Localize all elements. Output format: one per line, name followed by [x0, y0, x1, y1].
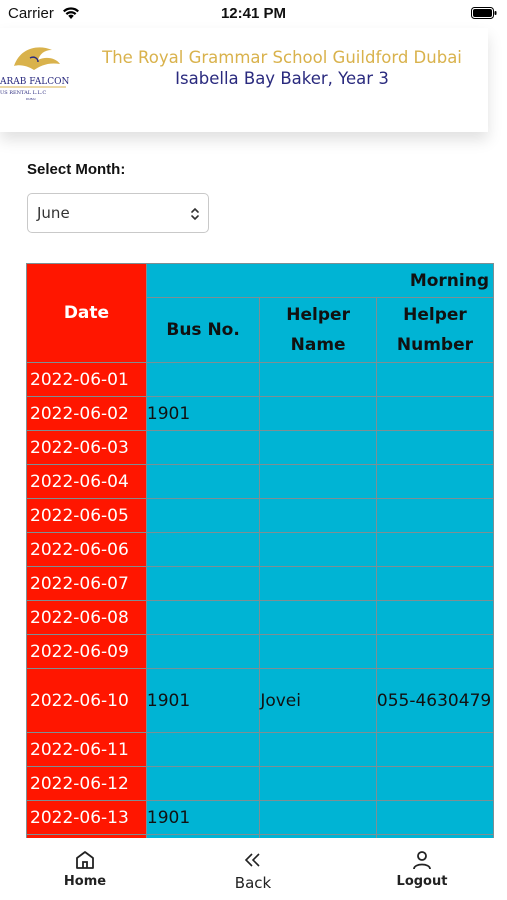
helper-number-column-header: Helper Number	[376, 298, 493, 363]
arab-falcon-logo	[0, 36, 70, 102]
attendance-table-scroll[interactable]	[26, 263, 494, 838]
helper-name-cell	[260, 363, 377, 397]
header-card	[0, 28, 488, 132]
date-column-header: Date	[27, 264, 147, 363]
bus-no-column-header: Bus No.	[146, 298, 259, 363]
table-row	[27, 397, 494, 431]
date-cell: 2022-06-13	[27, 801, 147, 835]
helper-name-cell	[260, 733, 377, 767]
helper-name-cell	[260, 533, 377, 567]
date-cell: 2022-06-02	[27, 397, 147, 431]
helper-number-cell	[376, 601, 493, 635]
table-row	[27, 533, 494, 567]
table-row	[27, 499, 494, 533]
status-bar	[0, 0, 507, 28]
svg-text:ARAB FALCON: ARAB FALCON	[0, 77, 70, 87]
date-cell: 2022-06-06	[27, 533, 147, 567]
bus-cell	[146, 767, 259, 801]
helper-name-cell	[260, 801, 377, 835]
helper-name-cell: Jovei	[260, 669, 377, 733]
nav-back-button[interactable]	[193, 838, 313, 892]
date-cell: 2022-06-10	[27, 669, 147, 733]
helper-name-cell	[260, 767, 377, 801]
morning-group-header: Morning	[146, 264, 493, 298]
helper-number-cell: 055-4630479	[376, 669, 493, 733]
date-cell: 2022-06-12	[27, 767, 147, 801]
helper-name-cell	[260, 397, 377, 431]
bus-cell: 1901	[146, 801, 259, 835]
date-cell: 2022-06-01	[27, 363, 147, 397]
date-cell: 2022-06-07	[27, 567, 147, 601]
helper-number-cell	[376, 733, 493, 767]
bottom-nav	[0, 838, 507, 900]
nav-home-button[interactable]	[25, 838, 145, 889]
helper-number-cell	[376, 499, 493, 533]
chevron-updown-icon	[190, 206, 200, 222]
helper-name-cell	[260, 499, 377, 533]
helper-number-cell	[376, 397, 493, 431]
helper-name-column-header: Helper Name	[260, 298, 377, 363]
school-name: The Royal Grammar School Guildford Dubai	[102, 48, 462, 67]
bus-cell: 1901	[146, 397, 259, 431]
svg-text:DUBAI: DUBAI	[26, 97, 36, 101]
attendance-table	[26, 263, 494, 869]
table-row	[27, 601, 494, 635]
battery-icon	[471, 7, 497, 19]
student-name: Isabella Bay Baker, Year 3	[175, 69, 389, 88]
date-cell: 2022-06-11	[27, 733, 147, 767]
bus-cell	[146, 601, 259, 635]
helper-number-cell	[376, 767, 493, 801]
bus-cell	[146, 533, 259, 567]
table-row	[27, 801, 494, 835]
svg-text:US RENTAL L.L.C: US RENTAL L.L.C	[0, 90, 47, 96]
table-row	[27, 767, 494, 801]
table-row	[27, 465, 494, 499]
table-row	[27, 669, 494, 733]
bus-cell	[146, 363, 259, 397]
bus-cell	[146, 499, 259, 533]
helper-name-cell	[260, 465, 377, 499]
bus-cell	[146, 431, 259, 465]
date-cell: 2022-06-03	[27, 431, 147, 465]
helper-number-cell	[376, 533, 493, 567]
month-select[interactable]	[27, 193, 209, 233]
helper-name-cell	[260, 567, 377, 601]
date-cell: 2022-06-08	[27, 601, 147, 635]
bus-cell	[146, 733, 259, 767]
table-row	[27, 567, 494, 601]
month-selected-value: June	[37, 204, 70, 222]
select-month-label: Select Month:	[27, 161, 126, 178]
table-row	[27, 635, 494, 669]
helper-number-cell	[376, 567, 493, 601]
date-cell: 2022-06-09	[27, 635, 147, 669]
double-chevron-left-icon	[241, 848, 265, 872]
table-row	[27, 363, 494, 397]
user-icon	[410, 848, 434, 872]
date-cell: 2022-06-05	[27, 499, 147, 533]
helper-number-cell	[376, 635, 493, 669]
nav-back-label: Back	[234, 874, 272, 892]
helper-number-cell	[376, 431, 493, 465]
helper-name-cell	[260, 635, 377, 669]
table-row	[27, 431, 494, 465]
bus-cell	[146, 635, 259, 669]
helper-name-cell	[260, 601, 377, 635]
bus-cell: 1901	[146, 669, 259, 733]
home-icon	[73, 848, 97, 872]
clock: 12:41 PM	[220, 5, 287, 22]
helper-number-cell	[376, 801, 493, 835]
bus-cell	[146, 465, 259, 499]
helper-name-cell	[260, 431, 377, 465]
helper-number-cell	[376, 363, 493, 397]
helper-number-cell	[376, 465, 493, 499]
nav-home-label: Home	[63, 874, 107, 889]
nav-logout-button[interactable]	[362, 838, 482, 889]
table-row	[27, 733, 494, 767]
carrier-label: Carrier	[8, 5, 54, 22]
bus-cell	[146, 567, 259, 601]
date-cell: 2022-06-04	[27, 465, 147, 499]
nav-logout-label: Logout	[396, 874, 448, 889]
